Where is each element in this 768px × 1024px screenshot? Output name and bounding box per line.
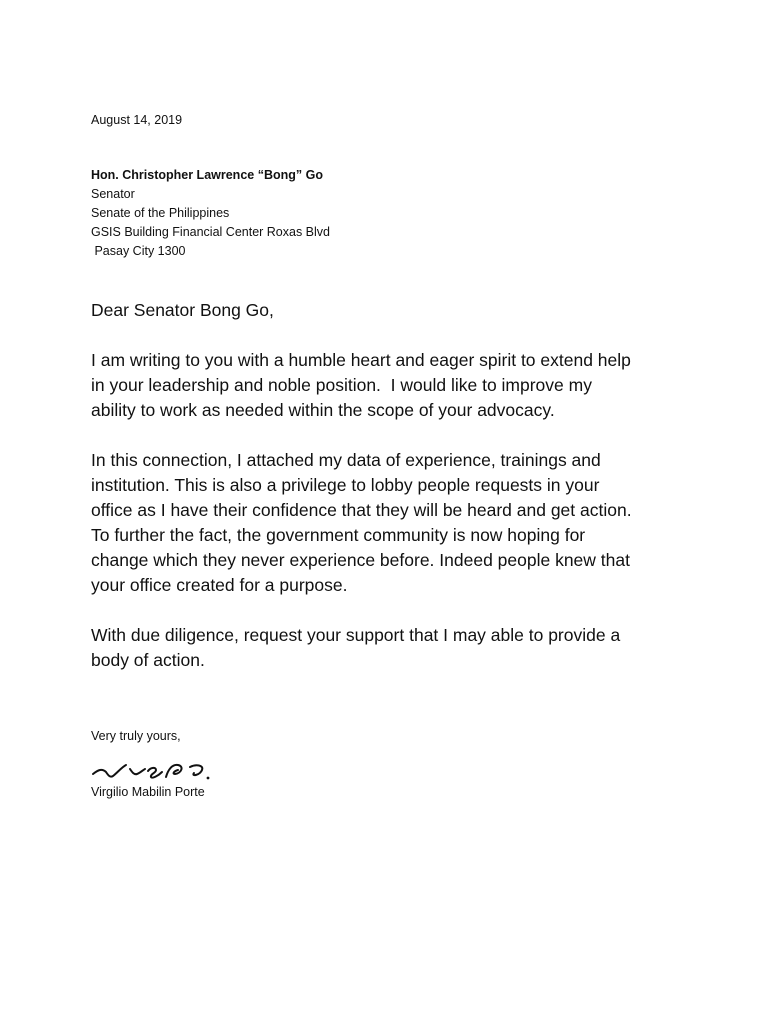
recipient-address-line2: Pasay City 1300 [91,244,186,258]
recipient-name: Hon. Christopher Lawrence “Bong” Go [91,168,323,182]
letter-body [91,298,691,698]
recipient-block [91,166,330,261]
signature-icon [90,758,230,786]
paragraph-line: body of action. [91,650,205,670]
body-paragraph-2 [91,448,691,598]
recipient-address-line1: GSIS Building Financial Center Roxas Blvd [91,225,331,239]
paragraph-line: institution. This is also a privilege to lobby people requests in your [91,475,600,495]
paragraph-line: office as I have their confidence that they will be heard and get action. [91,500,632,520]
body-paragraph-1 [91,348,691,423]
paragraph-line: ability to work as needed within the scope of your advocacy. [91,400,555,420]
paragraph-line: your office created for a purpose. [91,575,348,595]
signer-name: Virgilio Mabilin Porte [91,785,205,799]
body-paragraph-3 [91,623,691,673]
paragraph-line: change which they never experience before. Indeed people knew that [91,550,630,570]
closing: Very truly yours, [91,729,181,743]
paragraph-line: To further the fact, the government community is now hoping for [91,525,586,545]
paragraph-line: In this connection, I attached my data of experience, trainings and [91,450,601,470]
salutation: Dear Senator Bong Go, [91,300,274,320]
recipient-organization: Senate of the Philippines [91,206,230,220]
paragraph-line: in your leadership and noble position. I would like to improve my [91,375,592,395]
recipient-title: Senator [91,187,135,201]
paragraph-line: With due diligence, request your support that I may able to provide a [91,625,621,645]
paragraph-line: I am writing to you with a humble heart and eager spirit to extend help [91,350,631,370]
letter-date: August 14, 2019 [91,113,183,127]
